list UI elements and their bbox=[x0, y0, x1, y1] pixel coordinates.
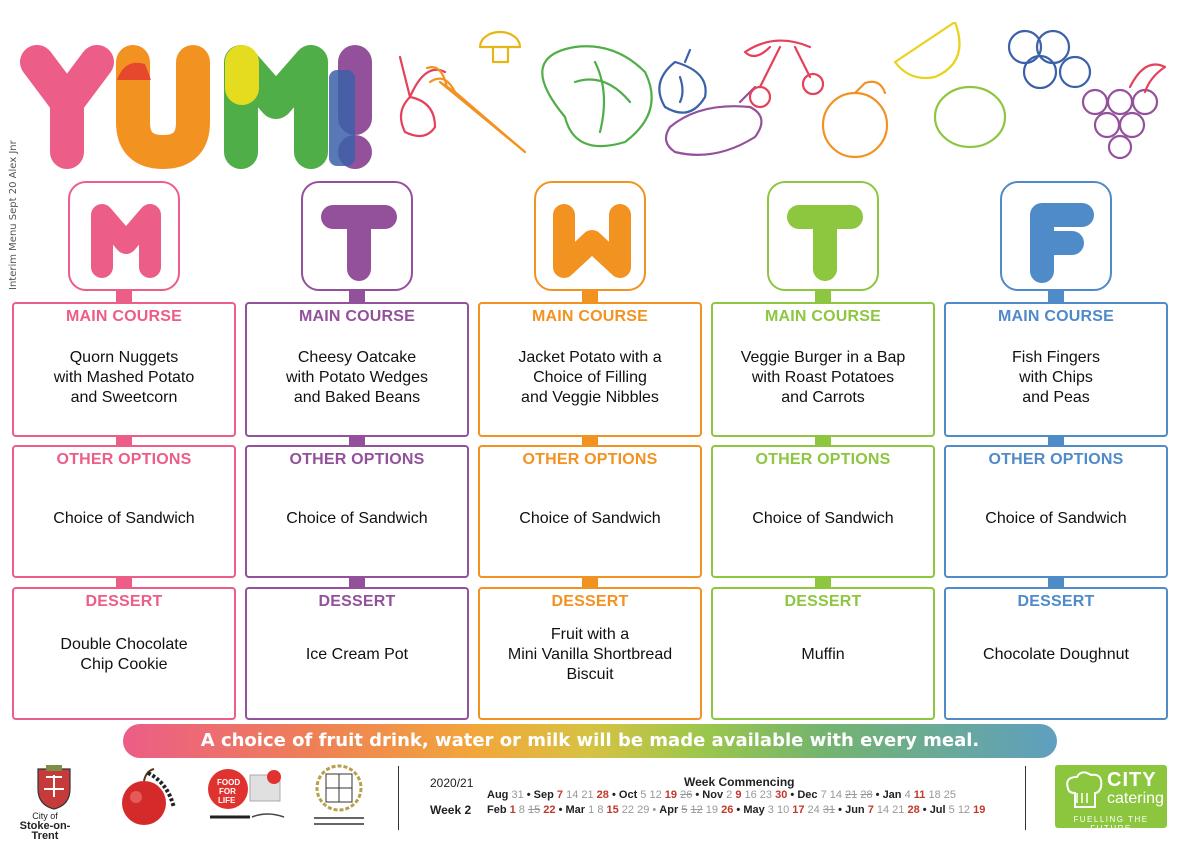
day-column bbox=[711, 0, 935, 843]
day-column bbox=[12, 0, 236, 843]
other-options-title: OTHER OPTIONS bbox=[755, 451, 891, 468]
main-course-line: with Chips bbox=[1019, 369, 1093, 386]
dessert-box bbox=[711, 587, 935, 720]
eating-well-apple-logo bbox=[118, 765, 178, 827]
date-segment: 30 bbox=[775, 789, 788, 801]
date-segment: • bbox=[919, 804, 930, 816]
city-of-stoke-label bbox=[14, 811, 76, 841]
date-segment: 5 bbox=[681, 804, 688, 816]
main-course-text bbox=[719, 348, 927, 408]
side-note: Interim Menu Sept 20 Alex Jnr bbox=[8, 140, 19, 290]
date-segment: 31 bbox=[822, 804, 836, 816]
day-letter-tile bbox=[767, 181, 879, 291]
main-course-box bbox=[944, 302, 1168, 437]
date-segment: • bbox=[692, 789, 703, 801]
date-segment: 21 bbox=[845, 789, 858, 801]
other-options-title: OTHER OPTIONS bbox=[988, 451, 1124, 468]
main-course-line: and Sweetcorn bbox=[70, 389, 178, 406]
city-catering-word-1: CITY bbox=[1107, 769, 1157, 791]
other-options-text bbox=[952, 509, 1160, 529]
date-segment: 31 bbox=[511, 789, 524, 801]
day-letter-glyph bbox=[309, 189, 409, 289]
svg-text:FOOD: FOOD bbox=[217, 778, 241, 787]
dessert-line: Chocolate Doughnut bbox=[983, 646, 1129, 663]
date-segment: 22 29 • bbox=[618, 804, 660, 816]
city-line-1: City of bbox=[32, 811, 58, 821]
dessert-title: DESSERT bbox=[318, 593, 396, 610]
main-course-title: MAIN COURSE bbox=[299, 308, 415, 325]
date-segment: Mar bbox=[565, 804, 589, 816]
main-course-title: MAIN COURSE bbox=[532, 308, 648, 325]
svg-text:LIFE: LIFE bbox=[218, 796, 236, 805]
dessert-line: Ice Cream Pot bbox=[305, 646, 409, 663]
dessert-text bbox=[719, 645, 927, 665]
day-column bbox=[245, 0, 472, 843]
main-course-text bbox=[952, 348, 1160, 408]
main-course-text bbox=[253, 348, 461, 408]
dessert-title: DESSERT bbox=[1017, 593, 1095, 610]
dessert-box bbox=[478, 587, 702, 720]
main-course-box bbox=[12, 302, 236, 437]
main-course-text bbox=[20, 348, 228, 408]
date-segment: 16 23 bbox=[741, 789, 776, 801]
date-segment: Dec bbox=[797, 789, 821, 801]
dessert-line: Fruit with a bbox=[550, 626, 630, 643]
day-letter-tile bbox=[534, 181, 646, 291]
date-segment: 1 8 bbox=[588, 804, 607, 816]
main-course-title: MAIN COURSE bbox=[66, 308, 182, 325]
date-segment: 7 bbox=[867, 804, 874, 816]
other-options-text bbox=[20, 509, 228, 529]
day-letter-tile bbox=[1000, 181, 1112, 291]
svg-text:FOR: FOR bbox=[219, 787, 236, 796]
main-course-line: with Mashed Potato bbox=[53, 369, 195, 386]
date-segment: 19 bbox=[973, 804, 986, 816]
main-course-line: Fish Fingers bbox=[1011, 349, 1101, 366]
day-letter-glyph bbox=[775, 189, 875, 289]
date-segment: Jun bbox=[845, 804, 868, 816]
date-segment: 3 10 bbox=[767, 804, 793, 816]
other-options-line: Choice of Sandwich bbox=[53, 510, 195, 527]
dessert-line: Biscuit bbox=[566, 666, 614, 683]
day-letter-glyph bbox=[542, 189, 642, 289]
dessert-line: Mini Vanilla Shortbread bbox=[507, 646, 673, 663]
day-column bbox=[478, 0, 702, 843]
main-course-line: with Roast Potatoes bbox=[751, 369, 895, 386]
date-segment: • bbox=[835, 804, 846, 816]
date-segment: 15 bbox=[527, 804, 541, 816]
date-segment: 24 bbox=[804, 804, 823, 816]
main-course-line: and Veggie Nibbles bbox=[521, 389, 659, 406]
date-segment: 26 bbox=[721, 804, 734, 816]
school-year: 2020/21 bbox=[430, 776, 474, 790]
date-segment: • bbox=[787, 789, 798, 801]
date-segment: 15 bbox=[606, 804, 619, 816]
date-segment: 2 bbox=[726, 789, 736, 801]
other-options-line: Choice of Sandwich bbox=[752, 510, 894, 527]
date-segment: 4 bbox=[904, 789, 914, 801]
day-letter-tile bbox=[301, 181, 413, 291]
city-catering-tagline: FUELLING THE FUTURE bbox=[1073, 815, 1149, 833]
main-course-box bbox=[245, 302, 469, 437]
date-segment: 8 bbox=[515, 804, 528, 816]
date-segment: 26 bbox=[680, 789, 693, 801]
dessert-box bbox=[12, 587, 236, 720]
date-segment: • bbox=[555, 804, 566, 816]
other-options-title: OTHER OPTIONS bbox=[289, 451, 425, 468]
main-course-title: MAIN COURSE bbox=[998, 308, 1114, 325]
dessert-line: Double Chocolate bbox=[60, 636, 188, 653]
city-catering-word-2: catering bbox=[1107, 790, 1164, 807]
date-segment: 7 bbox=[556, 789, 564, 801]
iso-9001-logo bbox=[308, 762, 370, 830]
main-course-line: Cheesy Oatcake bbox=[297, 349, 417, 366]
other-options-line: Choice of Sandwich bbox=[985, 510, 1127, 527]
week-number: Week 2 bbox=[430, 803, 472, 817]
date-segment: 28 bbox=[596, 789, 609, 801]
dessert-line: Chip Cookie bbox=[80, 656, 168, 673]
date-segment: 11 bbox=[913, 789, 926, 801]
date-segment: 7 14 bbox=[820, 789, 846, 801]
day-column bbox=[944, 0, 1168, 843]
main-course-line: and Baked Beans bbox=[293, 389, 421, 406]
date-segment: 17 bbox=[792, 804, 805, 816]
date-segment: Oct bbox=[618, 789, 641, 801]
main-course-line: and Peas bbox=[1022, 389, 1090, 406]
main-course-line: Quorn Nuggets bbox=[69, 349, 179, 366]
main-course-title: MAIN COURSE bbox=[765, 308, 881, 325]
dessert-text bbox=[253, 645, 461, 665]
dessert-text bbox=[20, 635, 228, 675]
dessert-title: DESSERT bbox=[784, 593, 862, 610]
date-segment: May bbox=[743, 804, 768, 816]
other-options-box bbox=[12, 445, 236, 578]
other-options-title: OTHER OPTIONS bbox=[56, 451, 192, 468]
date-segment: 14 21 bbox=[873, 804, 908, 816]
city-line-2: Stoke-on-Trent bbox=[19, 820, 71, 842]
other-options-box bbox=[711, 445, 935, 578]
main-course-box bbox=[711, 302, 935, 437]
other-options-line: Choice of Sandwich bbox=[286, 510, 428, 527]
footer-divider-left bbox=[398, 766, 399, 830]
main-course-line: Veggie Burger in a Bap bbox=[740, 349, 906, 366]
main-course-line: with Potato Wedges bbox=[285, 369, 428, 386]
day-letter-tile bbox=[68, 181, 180, 291]
date-segment: • bbox=[872, 789, 883, 801]
date-segment: • bbox=[523, 789, 534, 801]
other-options-text bbox=[253, 509, 461, 529]
week-dates-row-1 bbox=[487, 789, 956, 801]
main-course-line: Choice of Filling bbox=[533, 369, 647, 386]
date-segment: Jul bbox=[929, 804, 949, 816]
date-segment: 1 bbox=[509, 804, 516, 816]
day-letter-glyph bbox=[76, 189, 176, 289]
dessert-title: DESSERT bbox=[85, 593, 163, 610]
other-options-box bbox=[245, 445, 469, 578]
main-course-box bbox=[478, 302, 702, 437]
footer-divider-right bbox=[1025, 766, 1026, 830]
date-segment: Sep bbox=[533, 789, 557, 801]
date-segment: Aug bbox=[487, 789, 512, 801]
date-segment: 5 12 bbox=[948, 804, 974, 816]
date-segment: Apr bbox=[659, 804, 682, 816]
date-segment: • bbox=[733, 804, 744, 816]
date-segment: 18 25 bbox=[925, 789, 956, 801]
date-segment: 9 bbox=[735, 789, 742, 801]
date-segment: 19 bbox=[664, 789, 678, 801]
city-catering-logo bbox=[1055, 765, 1167, 833]
day-letter-glyph bbox=[1008, 189, 1108, 289]
date-segment: 22 bbox=[543, 804, 556, 816]
date-segment: Jan bbox=[882, 789, 905, 801]
main-course-line: and Carrots bbox=[781, 389, 865, 406]
other-options-box bbox=[478, 445, 702, 578]
date-segment: 19 bbox=[702, 804, 722, 816]
date-segment: 12 bbox=[690, 804, 703, 816]
dessert-title: DESSERT bbox=[551, 593, 629, 610]
main-course-text bbox=[486, 348, 694, 408]
dessert-text bbox=[486, 625, 694, 685]
main-course-line: Jacket Potato with a bbox=[518, 349, 662, 366]
date-segment: 28 bbox=[907, 804, 920, 816]
week-commencing-heading: Week Commencing bbox=[684, 775, 795, 789]
date-segment: 28 bbox=[860, 789, 873, 801]
food-for-life-logo bbox=[206, 767, 290, 825]
other-options-line: Choice of Sandwich bbox=[519, 510, 661, 527]
week-dates-row-2 bbox=[487, 804, 985, 816]
dessert-line: Muffin bbox=[801, 646, 845, 663]
dessert-box bbox=[245, 587, 469, 720]
dessert-box bbox=[944, 587, 1168, 720]
other-options-box bbox=[944, 445, 1168, 578]
other-options-text bbox=[486, 509, 694, 529]
drinks-banner: A choice of fruit drink, water or milk will be made available with every meal. bbox=[123, 724, 1057, 758]
date-segment: Nov bbox=[702, 789, 727, 801]
other-options-title: OTHER OPTIONS bbox=[522, 451, 658, 468]
date-segment: 5 12 bbox=[640, 789, 665, 801]
date-segment: Feb bbox=[487, 804, 510, 816]
date-segment: • bbox=[608, 789, 619, 801]
chef-hat-icon bbox=[1061, 771, 1103, 811]
dessert-text bbox=[952, 645, 1160, 665]
stoke-crest-logo bbox=[32, 765, 76, 811]
date-segment: 14 21 bbox=[563, 789, 597, 801]
other-options-text bbox=[719, 509, 927, 529]
